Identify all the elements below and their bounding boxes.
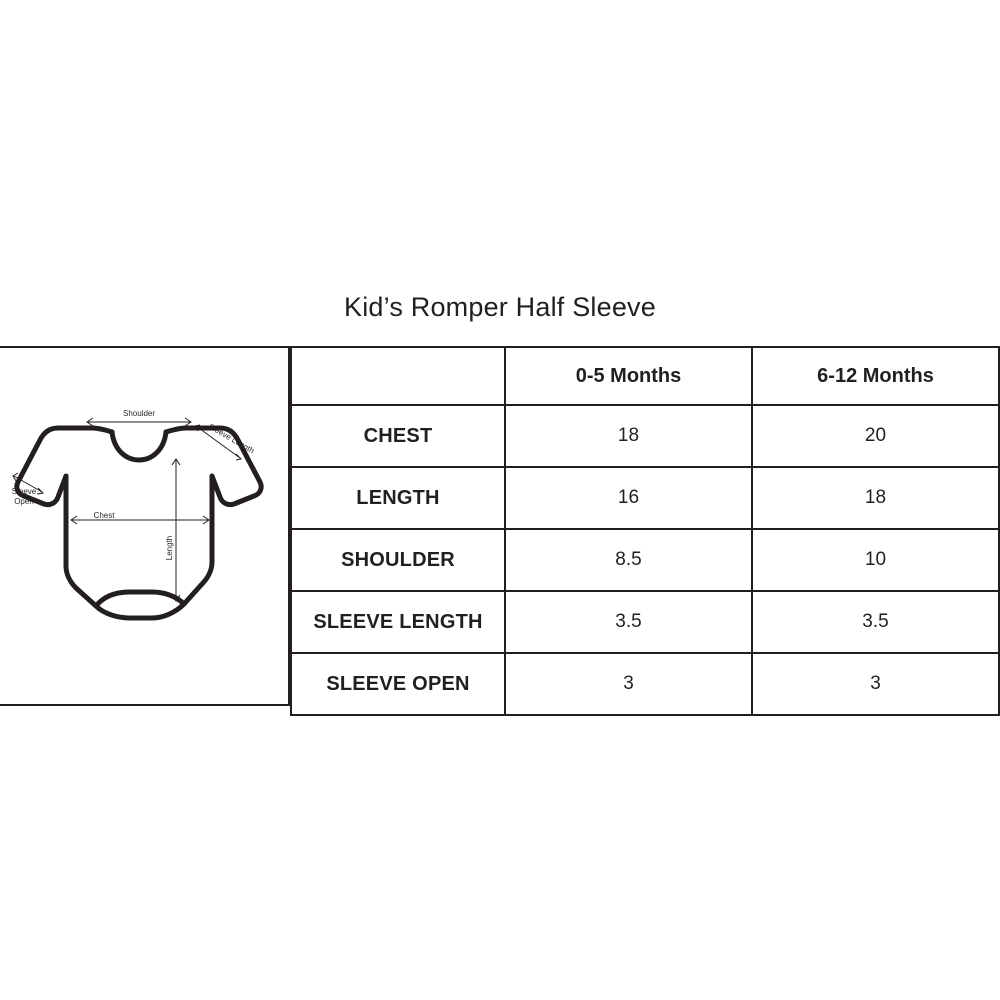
cell-sleeve-length-6-12: 3.5 — [752, 591, 999, 653]
label-length: Length — [165, 535, 174, 561]
label-shoulder: Shoulder — [122, 409, 156, 418]
page-title: Kid’s Romper Half Sleeve — [344, 292, 656, 322]
table-row — [291, 529, 999, 591]
table-row — [291, 405, 999, 467]
cell-length-0-5: 16 — [505, 467, 752, 529]
table-row — [291, 653, 999, 715]
label-sleeve-open-line1: Sleeve — [11, 487, 37, 496]
header-cell-6-12-months: 6-12 Months — [752, 347, 999, 405]
cell-shoulder-6-12: 10 — [752, 529, 999, 591]
table-header-row — [291, 347, 999, 405]
row-label-sleeve-length: SLEEVE LENGTH — [291, 591, 505, 653]
cell-sleeve-open-0-5: 3 — [505, 653, 752, 715]
header-cell-0-5-months: 0-5 Months — [505, 347, 752, 405]
size-table — [290, 346, 1000, 716]
row-label-chest: CHEST — [291, 405, 505, 467]
baby-romper-outline-icon — [0, 348, 296, 706]
cell-sleeve-open-6-12: 3 — [752, 653, 999, 715]
cell-chest-6-12: 20 — [752, 405, 999, 467]
table-row — [291, 467, 999, 529]
label-sleeve-open-line2: Open — [14, 497, 34, 506]
row-label-sleeve-open: SLEEVE OPEN — [291, 653, 505, 715]
cell-shoulder-0-5: 8.5 — [505, 529, 752, 591]
cell-length-6-12: 18 — [752, 467, 999, 529]
header-cell-blank — [291, 347, 505, 405]
romper-illustration-panel — [0, 346, 290, 706]
table-row — [291, 591, 999, 653]
label-chest: Chest — [93, 511, 115, 520]
cell-sleeve-length-0-5: 3.5 — [505, 591, 752, 653]
row-label-length: LENGTH — [291, 467, 505, 529]
cell-chest-0-5: 18 — [505, 405, 752, 467]
chart-body — [0, 346, 1000, 706]
label-sleeve-length: Sleeve Length — [207, 421, 256, 456]
row-label-shoulder: SHOULDER — [291, 529, 505, 591]
